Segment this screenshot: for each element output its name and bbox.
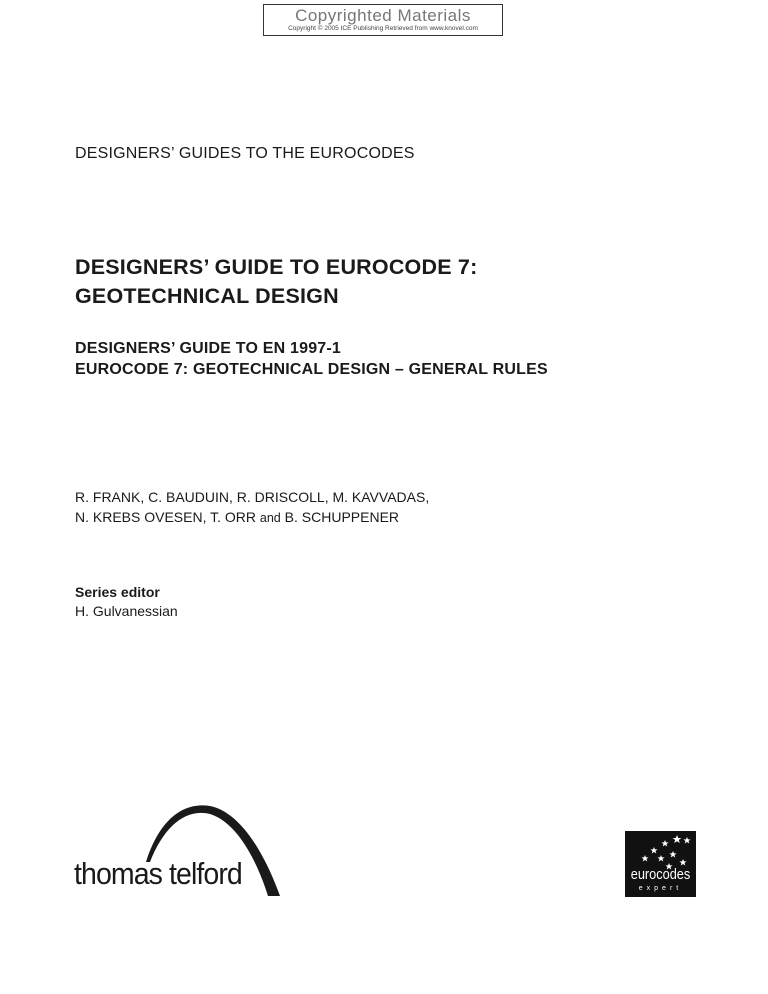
sub-title-line-2: EUROCODE 7: GEOTECHNICAL DESIGN – GENERAL RULES	[75, 361, 548, 378]
authors-line-2-part-a: N. KREBS OVESEN, T. ORR	[75, 509, 257, 525]
stars-icon	[625, 831, 696, 871]
authors-and: and	[259, 511, 281, 525]
copyright-stamp-subtitle: Copyright © 2005 ICE Publishing Retrieved from www.knovel.com	[288, 25, 478, 32]
badge-subword: expert	[638, 885, 683, 892]
copyright-stamp-title: Copyrighted Materials	[295, 6, 471, 25]
badge-word: eurocodes	[630, 866, 691, 883]
sub-title-line-1: DESIGNERS’ GUIDE TO EN 1997-1	[75, 340, 342, 357]
publisher-logo	[72, 800, 287, 900]
sub-title	[75, 338, 548, 380]
main-title-line-2: GEOTECHNICAL DESIGN	[75, 284, 339, 308]
authors-line-1: R. FRANK, C. BAUDUIN, R. DRISCOLL, M. KAVVADAS,	[75, 489, 430, 505]
authors-line-2	[75, 507, 429, 528]
series-title: DESIGNERS’ GUIDES TO THE EUROCODES	[75, 145, 415, 162]
main-title-line-1: DESIGNERS’ GUIDE TO EUROCODE 7:	[75, 255, 478, 279]
series-editor-name: H. Gulvanessian	[75, 603, 178, 619]
copyright-stamp	[263, 4, 503, 36]
eurocodes-expert-badge	[625, 831, 696, 897]
authors-line-2-part-b: B. SCHUPPENER	[284, 509, 400, 525]
series-editor-label: Series editor	[75, 584, 160, 600]
publisher-name: thomas telford	[74, 856, 242, 891]
main-title	[75, 253, 477, 311]
authors	[75, 487, 429, 528]
